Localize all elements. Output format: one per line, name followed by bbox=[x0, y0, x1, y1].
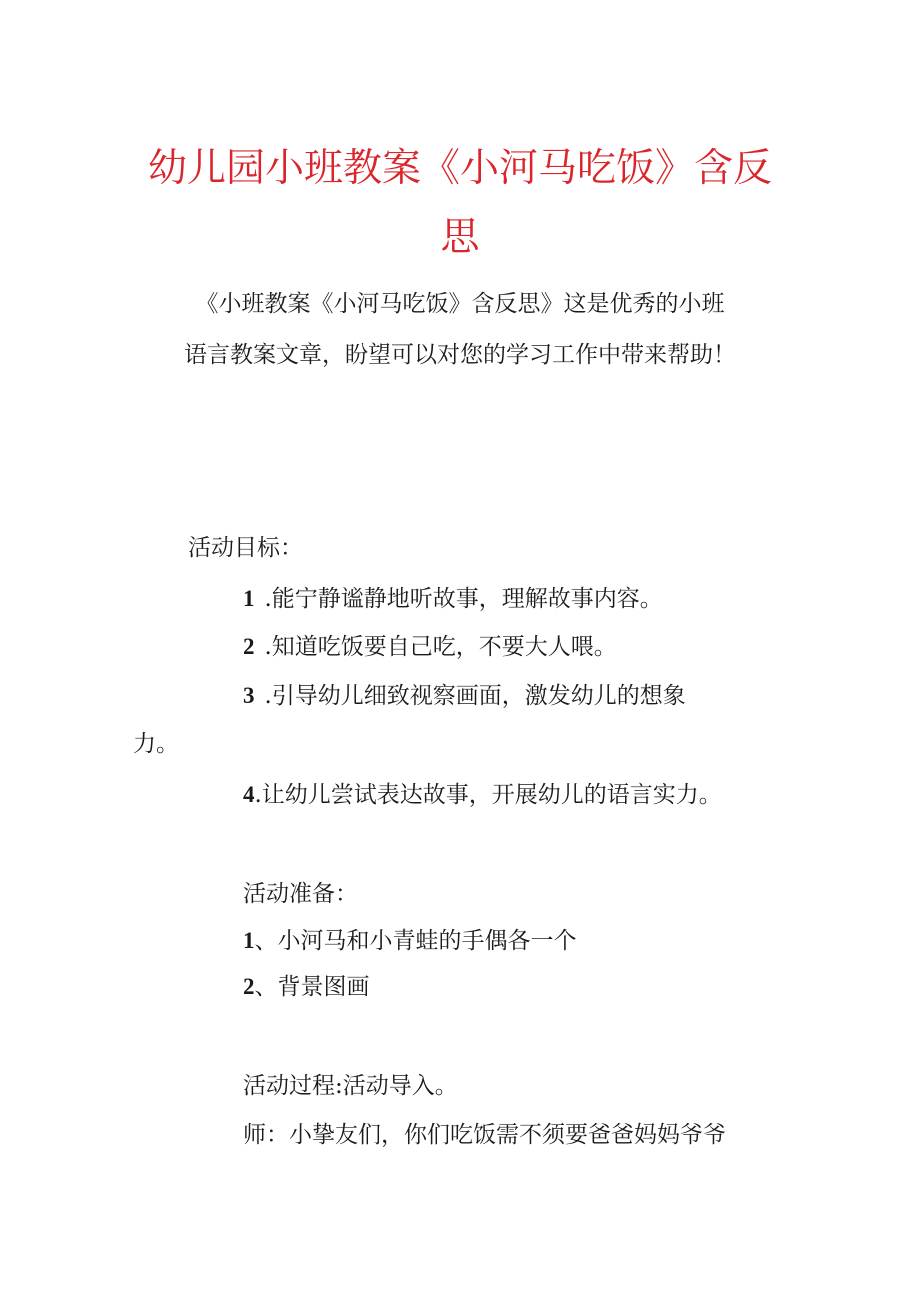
intro-paragraph-line-1: 《小班教案《小河马吃饭》含反思》这是优秀的小班 bbox=[195, 291, 725, 317]
intro-paragraph-line-2: 语言教案文章，盼望可以对您的学习工作中带来帮助！ bbox=[184, 342, 736, 368]
goal-item-1-text: .能宁静谧静地听故事，理解故事内容。 bbox=[264, 586, 663, 612]
goal-item-3-continuation: 力。 bbox=[133, 731, 179, 757]
goals-heading: 活动目标： bbox=[188, 535, 303, 561]
goal-item-4-text: .让幼儿尝试表达故事，开展幼儿的语言实力。 bbox=[254, 782, 722, 808]
prep-item-1-text: 、小河马和小青蛙的手偶各一个 bbox=[254, 928, 577, 954]
process-teacher-line: 师：小挚友们，你们吃饭需不须要爸爸妈妈爷爷 bbox=[243, 1122, 726, 1148]
goal-item-2 bbox=[243, 635, 617, 659]
goal-item-3-number: 3 bbox=[243, 683, 255, 708]
document-title-line-2: 思 bbox=[440, 215, 480, 260]
goal-item-2-number: 2 bbox=[243, 634, 255, 659]
prep-item-1-number: 1 bbox=[243, 928, 255, 953]
goal-item-4 bbox=[243, 783, 722, 807]
prep-item-2 bbox=[243, 975, 370, 999]
goal-item-1-number: 1 bbox=[243, 586, 255, 611]
goal-item-3 bbox=[243, 684, 686, 708]
goal-item-2-text: .知道吃饭要自己吃，不要大人喂。 bbox=[264, 634, 617, 660]
prep-heading: 活动准备： bbox=[243, 881, 358, 907]
prep-item-2-text: 、背景图画 bbox=[254, 974, 370, 1000]
goal-item-1 bbox=[243, 587, 663, 611]
prep-item-1 bbox=[243, 929, 577, 953]
goal-item-3-text: .引导幼儿细致视察画面，激发幼儿的想象 bbox=[264, 683, 686, 709]
goal-item-4-number: 4 bbox=[243, 782, 255, 807]
prep-item-2-number: 2 bbox=[243, 974, 255, 999]
document-title-line-1: 幼儿园小班教案《小河马吃饭》含反 bbox=[147, 146, 772, 191]
process-heading: 活动过程:活动导入。 bbox=[243, 1073, 458, 1099]
